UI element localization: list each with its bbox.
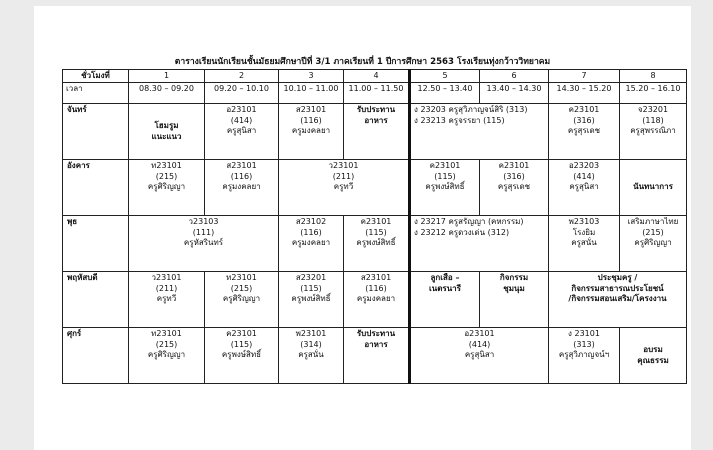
cell-line: (115) xyxy=(300,283,322,293)
period-number: 2 xyxy=(205,70,279,83)
class-cell xyxy=(129,272,205,328)
cell-line: /กิจกรรมสอนเสริม/โครงงาน xyxy=(568,294,667,304)
cell-line: ครูมงคลยา xyxy=(291,238,331,248)
day-row-monday xyxy=(63,104,687,160)
cell-line: ส23101 xyxy=(295,105,327,114)
cell-line: รับประทาน xyxy=(356,329,396,338)
cell-line: (215) xyxy=(155,339,178,349)
cell-line: อ23101 xyxy=(226,105,257,114)
cell-line: (118) xyxy=(642,115,664,125)
period-number: 1 xyxy=(129,70,205,83)
class-cell xyxy=(279,272,344,328)
cell-line: ครูศิริญญา xyxy=(634,238,672,248)
class-cell xyxy=(480,160,549,216)
cell-line: ครูพงษ์สิทธิ์ xyxy=(291,294,331,304)
class-cell xyxy=(205,328,279,384)
cell-line: จ23201 xyxy=(637,105,669,114)
time-slot: 09.20 – 10.10 xyxy=(205,83,279,104)
cell-line: (414) xyxy=(573,171,595,181)
cell-line: (215) xyxy=(642,227,664,237)
cell-line: นันทนาการ xyxy=(633,182,673,192)
class-cell xyxy=(410,104,549,160)
time-slot: 10.10 – 11.00 xyxy=(279,83,344,104)
cell-line: พ23103 xyxy=(568,217,600,226)
class-cell xyxy=(279,216,344,272)
cell-line: กิจกรรม xyxy=(499,273,529,282)
class-cell xyxy=(410,160,480,216)
cell-line: อาหาร xyxy=(364,339,388,349)
cell-line: (313) xyxy=(573,339,595,349)
timetable-title: ตารางเรียนนักเรียนชั้นมัธยมศึกษาปีที่ 3/1 ภาคเรียนที่ 1 ปีการศึกษา 2563 โรงเรียนทุ่งกว้าววิทยาคม xyxy=(174,57,551,67)
period-number: 6 xyxy=(480,70,549,83)
cell-line: พ23101 xyxy=(295,329,327,338)
cell-line: (215) xyxy=(155,171,178,181)
cell-line: ว23101 xyxy=(151,273,182,282)
cell-line: ง 23212 ครูดวงเด่น (312) xyxy=(414,227,510,237)
class-cell xyxy=(279,104,344,160)
cell-line: ครูทวี xyxy=(333,182,354,192)
cell-line: ครูศิริญญา xyxy=(147,350,186,360)
cell-line: คุณธรรม xyxy=(637,355,669,365)
cell-line: ครูมงคลยา xyxy=(222,182,261,192)
class-cell xyxy=(620,104,687,160)
cell-line: ครูสุนิสา xyxy=(569,182,599,192)
cell-line: เนตรนารี xyxy=(429,283,461,293)
cell-line: ครูสุวิภาญจน์ฯ xyxy=(558,350,610,360)
activity-cell xyxy=(620,328,687,384)
cell-line: ครูสุนิสา xyxy=(464,350,495,360)
period-number: 7 xyxy=(549,70,620,83)
cell-line: ครูศิริญญา xyxy=(147,182,186,192)
cell-line: ค23101 xyxy=(498,161,530,170)
cell-line: ครูสุรเดช xyxy=(497,182,531,192)
class-cell xyxy=(279,328,344,384)
cell-line: ครูศิริญญา xyxy=(222,294,261,304)
cell-line: อาหาร xyxy=(364,115,388,125)
activity-cell xyxy=(410,272,480,328)
cell-line: ท23101 xyxy=(151,329,182,338)
activity-cell xyxy=(549,272,687,328)
cell-line: ครูสนั่น xyxy=(298,350,324,360)
cell-line: รับประทาน xyxy=(356,105,396,114)
cell-line: อบรม xyxy=(643,344,663,354)
cell-line: (115) xyxy=(365,227,387,237)
cell-line: (314) xyxy=(300,339,322,349)
cell-line: (116) xyxy=(365,283,387,293)
day-row-wednesday xyxy=(63,216,687,272)
cell-line: เสริมภาษาไทย xyxy=(627,217,679,226)
cell-line: ค23101 xyxy=(568,105,600,114)
class-cell xyxy=(205,272,279,328)
cell-line: อ23203 xyxy=(568,161,600,170)
cell-line: (115) xyxy=(230,339,253,349)
class-cell xyxy=(549,216,620,272)
cell-line: ครูหัสรินทร์ xyxy=(183,238,224,248)
cell-line: ครูสุนิสา xyxy=(226,126,257,136)
cell-line: ง 23213 ครูจรรยา (115) xyxy=(414,115,505,125)
cell-line: ค23101 xyxy=(360,217,392,226)
class-cell xyxy=(344,272,410,328)
cell-line: (111) xyxy=(192,227,215,237)
period-header-row xyxy=(63,70,687,83)
cell-line: (211) xyxy=(332,171,355,181)
class-cell xyxy=(279,160,410,216)
time-slot: 11.00 – 11.50 xyxy=(344,83,410,104)
cell-line: ลูกเสือ – xyxy=(430,273,460,282)
time-label: เวลา xyxy=(63,83,129,104)
day-name: ศุกร์ xyxy=(63,328,129,384)
class-cell xyxy=(549,328,620,384)
period-number: 8 xyxy=(620,70,687,83)
cell-line: (215) xyxy=(230,283,253,293)
cell-line: ส23101 xyxy=(226,161,257,170)
period-number: 4 xyxy=(344,70,410,83)
cell-line: (115) xyxy=(434,171,456,181)
period-header-label: ชั่วโมงที่ xyxy=(63,70,129,83)
class-cell xyxy=(129,328,205,384)
day-row-friday xyxy=(63,328,687,384)
cell-line: ครูพงษ์สิทธิ์ xyxy=(356,238,396,248)
cell-line: แนะแนว xyxy=(151,131,182,141)
cell-line: (211) xyxy=(155,283,178,293)
class-cell xyxy=(549,160,620,216)
day-name: พฤหัสบดี xyxy=(63,272,129,328)
day-name: อังคาร xyxy=(63,160,129,216)
cell-line: ค23101 xyxy=(429,161,461,170)
class-cell xyxy=(205,160,279,216)
cell-line: (116) xyxy=(300,115,322,125)
lunch-cell xyxy=(344,328,410,384)
time-row xyxy=(63,83,687,104)
activity-cell xyxy=(480,272,549,328)
cell-line: ครูสุรเดช xyxy=(567,126,601,136)
cell-line: (414) xyxy=(230,115,253,125)
cell-line: (316) xyxy=(503,171,525,181)
class-cell xyxy=(205,104,279,160)
class-cell xyxy=(129,104,205,160)
cell-line: (316) xyxy=(573,115,595,125)
class-cell xyxy=(129,216,279,272)
cell-line: ส23101 xyxy=(360,273,392,282)
class-cell xyxy=(620,216,687,272)
time-slot: 14.30 – 15.20 xyxy=(549,83,620,104)
cell-line: อ23101 xyxy=(464,329,495,338)
class-cell xyxy=(549,104,620,160)
time-slot: 08.30 – 09.20 xyxy=(129,83,205,104)
cell-line: ว23101 xyxy=(328,161,359,170)
class-cell xyxy=(344,216,410,272)
cell-line: ส23201 xyxy=(295,273,327,282)
class-cell xyxy=(129,160,205,216)
day-row-tuesday xyxy=(63,160,687,216)
class-timetable xyxy=(62,69,687,384)
time-slot: 15.20 – 16.10 xyxy=(620,83,687,104)
cell-line: ครูทวี xyxy=(156,294,177,304)
cell-line: ส23102 xyxy=(295,217,327,226)
cell-line: ง 23217 ครูสรัญญา (คหกรรม) xyxy=(414,217,524,226)
cell-line: ครูสนั่น xyxy=(571,238,597,248)
cell-line: ครูสุพรรณิภา xyxy=(630,126,676,136)
cell-line: ง 23203 ครูสุวิภาญจน์สิริ (313) xyxy=(414,105,528,114)
class-cell xyxy=(620,160,687,216)
cell-line: โฮมรูม xyxy=(154,120,179,130)
time-slot: 12.50 – 13.40 xyxy=(410,83,480,104)
time-slot: 13.40 – 14.30 xyxy=(480,83,549,104)
lunch-cell xyxy=(344,104,410,160)
cell-line: ค23101 xyxy=(226,329,257,338)
cell-line: ง 23101 xyxy=(568,329,600,338)
class-cell xyxy=(410,328,549,384)
period-number: 3 xyxy=(279,70,344,83)
cell-line: (116) xyxy=(230,171,253,181)
cell-line: ชุมนุม xyxy=(503,283,525,293)
cell-line: กิจกรรมสาธารณประโยชน์ xyxy=(571,283,664,293)
cell-line: ท23101 xyxy=(226,273,257,282)
cell-line: ประชุมครู / xyxy=(597,273,638,282)
cell-line: ท23101 xyxy=(151,161,182,170)
cell-line: (116) xyxy=(300,227,322,237)
cell-line: ครูพงษ์สิทธิ์ xyxy=(425,182,465,192)
period-number: 5 xyxy=(410,70,480,83)
day-name: พุธ xyxy=(63,216,129,272)
cell-line: ว23103 xyxy=(188,217,219,226)
cell-line: ครูมงคลยา xyxy=(291,126,331,136)
cell-line: โรงยิม xyxy=(572,227,596,237)
cell-line: ครูพงษ์สิทธิ์ xyxy=(221,350,262,360)
cell-line: (414) xyxy=(468,339,491,349)
timetable-page xyxy=(34,6,691,450)
day-row-thursday xyxy=(63,272,687,328)
day-name: จันทร์ xyxy=(63,104,129,160)
cell-line: ครูมงคลยา xyxy=(356,294,396,304)
class-cell xyxy=(410,216,549,272)
